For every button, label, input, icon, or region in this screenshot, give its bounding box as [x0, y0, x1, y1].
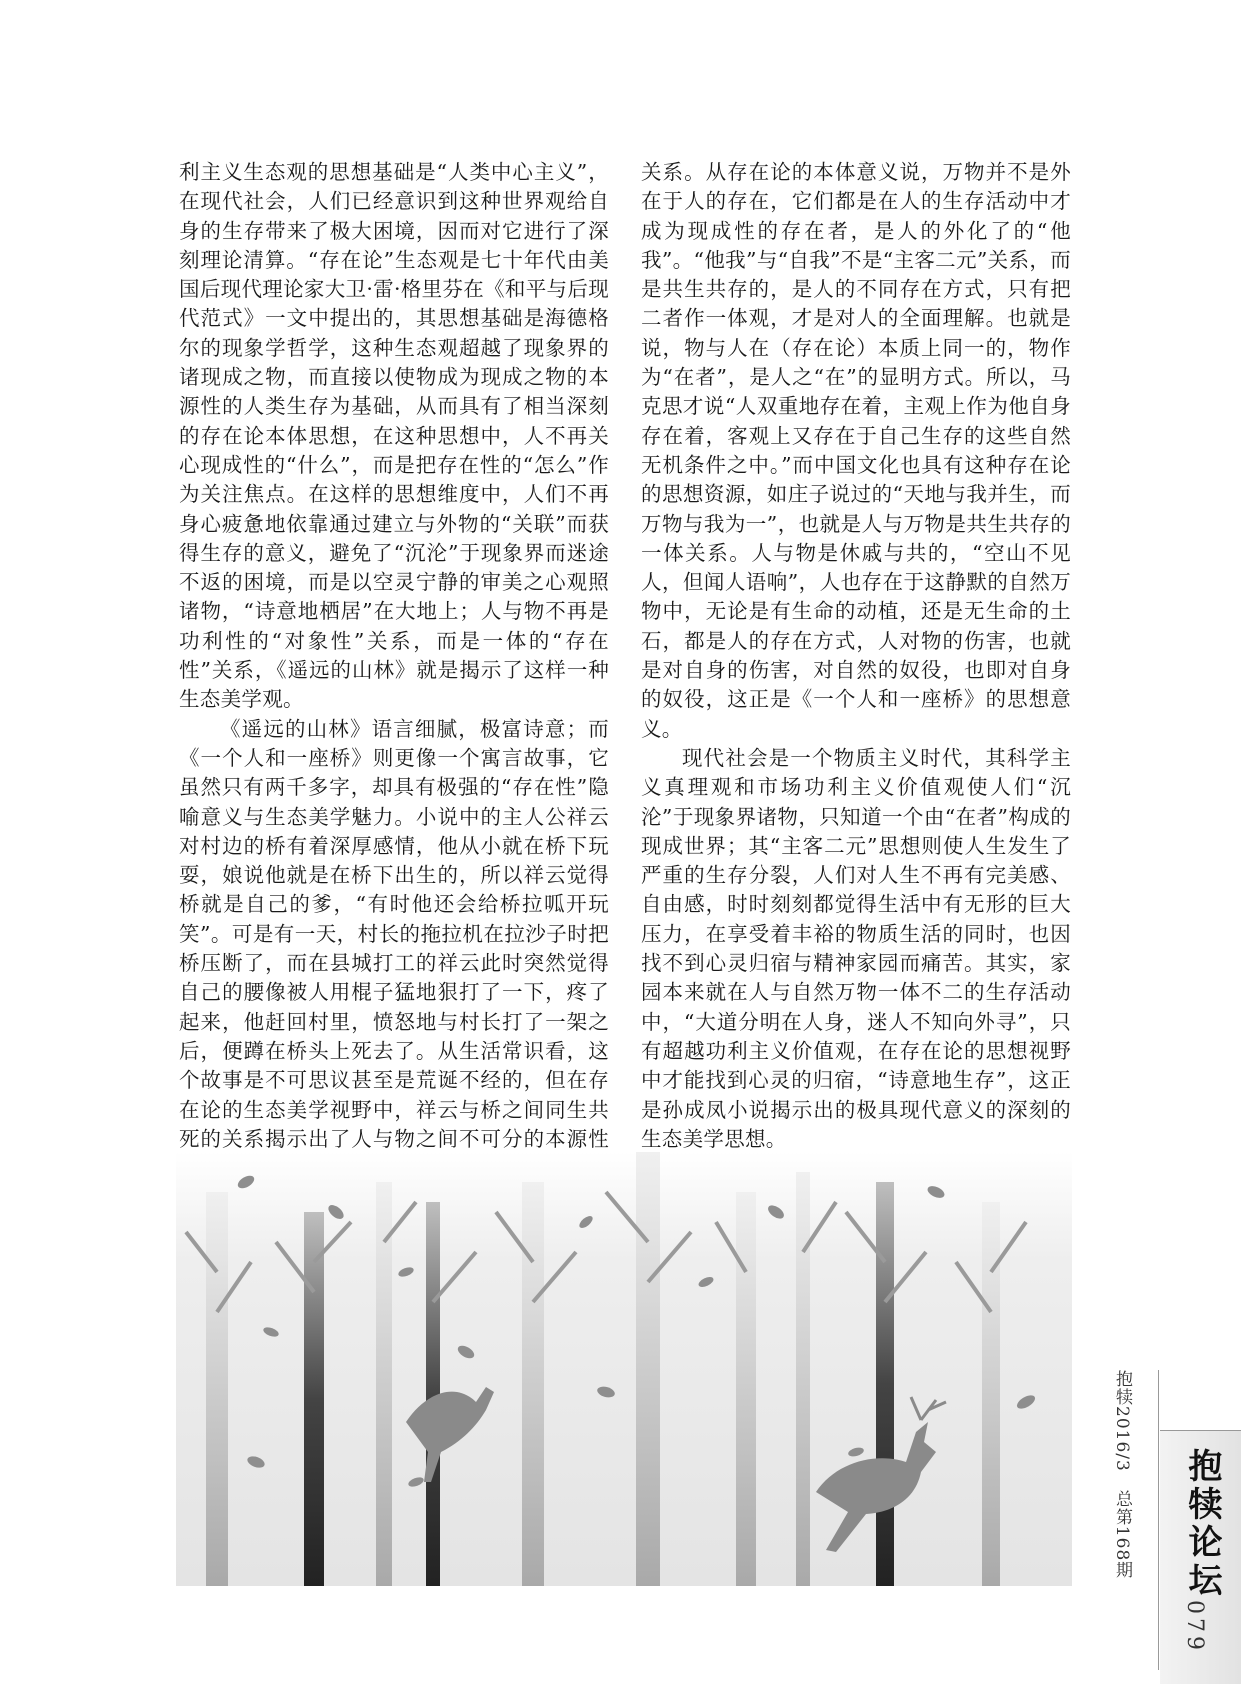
- divider: [1160, 1430, 1241, 1431]
- tree-trunk: [426, 1202, 440, 1586]
- tree-trunk: [522, 1182, 544, 1586]
- article-column-left: [179, 158, 609, 1183]
- tree-trunk: [304, 1212, 324, 1586]
- divider: [1158, 1370, 1159, 1670]
- paragraph: 《遥远的山林》语言细腻，极富诗意；而《一个人和一座桥》则更像一个寓言故事，它虽然只有两千多字，却具有极强的“存在性”隐喻意义与生态美学魅力。小说中的主人公祥云对村边的桥有着深厚感情，他从小就在桥下玩耍，娘说他就是在桥下出生的，所以祥云觉得桥就是自己的爹，“有时他还会给桥拉呱开玩笑”。可是有一天，村长的拖拉机在拉沙子时把桥压断了，而在县城打工的祥云此时突然觉得自己的腰像被人用棍子猛地狠打了一下，疼了起来，他赶回村里，愤怒地与村长打了一架之后，便蹲在桥头上死去了。从生活常识看，这个故事是不可思议甚至是荒诞不经的，但在存在论的生态美学视野中，祥云与桥之间同生共死的关系揭示出了人与物之间不可分的本源性: [179, 716, 609, 1151]
- tree-trunk: [736, 1192, 756, 1586]
- paragraph: 关系。从存在论的本体意义说，万物并不是外在于人的存在，它们都是在人的生存活动中才成为现成性的存在者，是人的外化了的“他我”。“他我”与“自我”不是“主客二元”关系，而是共生共存的，是人的不同存在方式，只有把二者作一体观，才是对人的全面理解。也就是说，物与人在（存在论）本质上同一的，物作为“在者”，是人之“在”的显明方式。所以，马克思才说“人双重地存在着，主观上作为他自身存在着，客观上又存在于自己生存的这些自然无机条件之中。”而中国文化也具有这种存在论的思想资源，如庄子说过的“天地与我并生，而万物与我为一”，也就是人与万物是共生共存的一体关系。人与物是休戚与共的，“空山不见人，但闻人语响”，人也存在于这静默的自然万物中，无论是有生命的动植，还是无生命的土石，都是人的存在方式，人对物的伤害，也就是对自身的伤害，对自然的奴役，也即对自身的奴役，这正是《一个人和一座桥》的思想意义。: [641, 160, 1071, 741]
- forest-deer-illustration: [176, 1152, 1072, 1586]
- paragraph: 利主义生态观的思想基础是“人类中心主义”，在现代社会，人们已经意识到这种世界观给自身的生存带来了极大困境，因而对它进行了深刻理论清算。“存在论”生态观是七十年代由美国后现代理论家大卫·雷·格里芬在《和平与后现代范式》一文中提出的，其思想基础是海德格尔的现象学哲学，这种生态观超越了现象界的诸现成之物，而直接以使物成为现成之物的本源性的人类生存为基础，从而具有了相当深刻的存在论本体思想，在这种思想中，人不再关心现成性的“什么”，而是把存在性的“怎么”作为关注焦点。在这样的思想维度中，人们不再身心疲惫地依靠通过建立与外物的“关联”而获得生存的意义，避免了“沉沦”于现象界而迷途不返的困境，而是以空灵宁静的审美之心观照诸物，“诗意地栖居”在大地上；人与物不再是功利性的“对象性”关系，而是一体的“存在性”关系，《遥远的山林》就是揭示了这样一种生态美学观。: [179, 160, 609, 712]
- page-number: 079: [1182, 1600, 1207, 1654]
- paragraph: 现代社会是一个物质主义时代，其科学主义真理观和市场功利主义价值观使人们“沉沦”于现象界诸物，只知道一个由“在者”构成的现成世界；其“主客二元”思想则使人生发生了严重的生存分裂，人们对人生不再有完美感、自由感，时时刻刻都觉得生活中有无形的巨大压力，在享受着丰裕的物质生活的同时，也因找不到心灵归宿与精神家园而痛苦。其实，家园本来就在人与自然万物一体不二的生存活动中，“大道分明在人身，迷人不知向外寻”，只有超越功利主义价值观，在存在论的思想视野中才能找到心灵的归宿，“诗意地生存”，这正是孙成凤小说揭示出的极具现代意义的深刻的生态美学思想。: [641, 745, 1071, 1151]
- tree-trunk: [876, 1182, 894, 1586]
- tree-trunk: [636, 1152, 660, 1586]
- article-column-right: [641, 158, 1071, 1154]
- issue-info: 抱犊2016/3 总第168期: [1112, 1370, 1132, 1580]
- tree-trunk: [796, 1172, 810, 1586]
- section-name: 抱犊论坛: [1182, 1448, 1222, 1600]
- tree-trunk: [376, 1182, 392, 1586]
- tree-trunk: [206, 1192, 228, 1586]
